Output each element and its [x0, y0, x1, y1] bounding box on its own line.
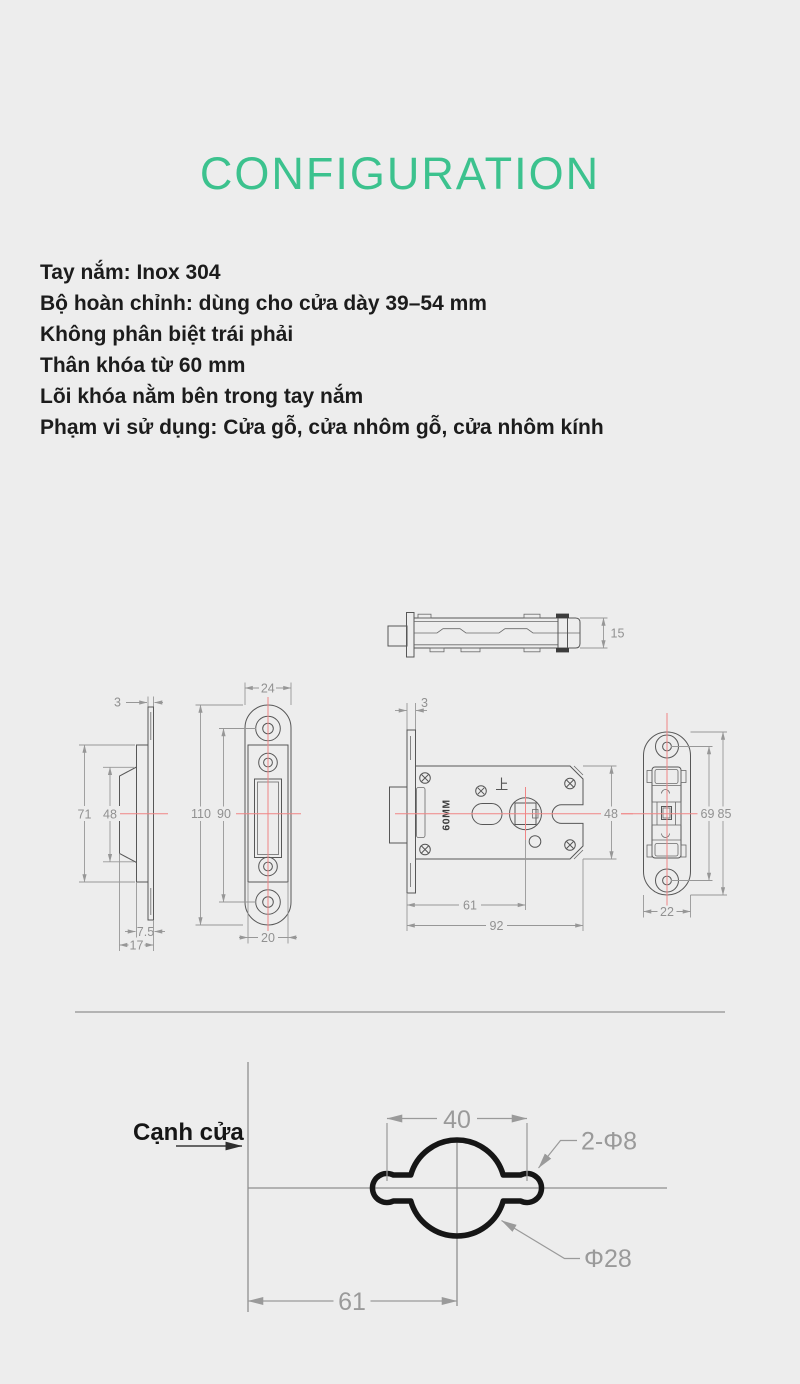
dim-case-height: 71 [77, 807, 92, 822]
dim-backset: 61 [463, 898, 477, 913]
screw [420, 844, 431, 855]
dim-hole-spacing: 40 [443, 1106, 471, 1134]
spec-line: Phạm vi sử dụng: Cửa gỗ, cửa nhôm gỗ, cửa nhôm kính [40, 416, 604, 439]
screw [565, 778, 576, 789]
drawing-faceplate-side-view [74, 696, 168, 953]
faceplate-edge [407, 730, 416, 893]
page-title: CONFIGURATION [199, 148, 601, 199]
hub-profile [120, 767, 137, 863]
dim-total-depth: 92 [489, 919, 504, 933]
drill-template-drawing [0, 1050, 800, 1350]
dim-screw-spacing: 90 [217, 807, 231, 821]
screw [476, 786, 487, 797]
spec-line: Không phân biệt trái phải [40, 323, 294, 346]
technical-drawings [0, 590, 800, 960]
spec-line: Lõi khóa nằm bên trong tay nắm [40, 385, 364, 408]
drawing-lock-body-front-view [390, 696, 634, 933]
drawing-strike-plate-front-view [190, 682, 301, 946]
spec-line: Tay nắm: Inox 304 [40, 261, 221, 284]
latch-bolt-front [390, 787, 408, 843]
dim-faceplate-thickness: 3 [421, 696, 428, 710]
leader-side-holes [539, 1141, 578, 1169]
dim-plate-width: 24 [260, 681, 275, 696]
screw [565, 840, 576, 851]
dim-depth-inner: 7.5 [136, 924, 155, 939]
dim-recess-width: 20 [261, 931, 275, 945]
dim-end-width: 22 [660, 905, 674, 919]
faceplate-side [407, 613, 415, 658]
dim-body-height: 48 [604, 807, 618, 821]
dim-backset: 61 [338, 1288, 366, 1316]
dim-end-screw-spacing: 69 [700, 807, 715, 821]
dim-hub-height: 48 [103, 807, 117, 822]
dim-depth-outer: 17 [129, 938, 144, 953]
latch-bolt-side [388, 626, 407, 646]
drawing-latch-side-view [388, 613, 624, 658]
dim-plate-height: 110 [191, 807, 211, 821]
spec-line: Thân khóa từ 60 mm [40, 354, 246, 377]
pin-hole [529, 836, 541, 848]
section-divider [75, 1011, 725, 1013]
dim-end-height: 85 [717, 807, 732, 821]
lock-size-label: 60MM [440, 799, 453, 831]
dim-plate-thickness: 3 [114, 695, 121, 710]
door-edge-label: Cạnh cửa [133, 1119, 244, 1146]
label-side-holes: 2-Φ8 [581, 1127, 638, 1156]
up-mark [496, 778, 508, 790]
dim-latch-height: 15 [610, 626, 625, 641]
screw [420, 773, 431, 784]
drawing-lock-end-view [621, 713, 734, 919]
leader-main-hole [502, 1221, 581, 1259]
spec-line: Bộ hoàn chỉnh: dùng cho cửa dày 39–54 mm [40, 292, 487, 315]
label-main-hole: Φ28 [584, 1245, 632, 1273]
spec-list [40, 257, 604, 443]
